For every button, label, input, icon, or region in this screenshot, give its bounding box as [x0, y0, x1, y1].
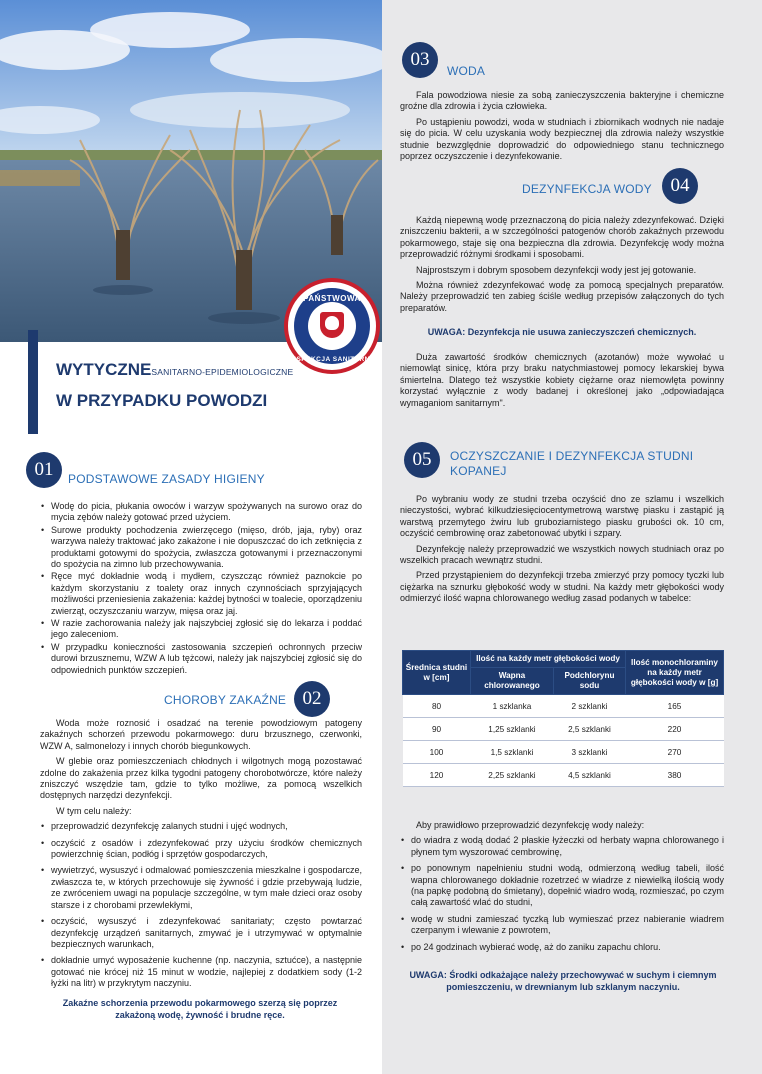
table-header: Ilość monochloraminy na każdy metr głębokości wody w [g]: [626, 651, 724, 695]
table-header: Ilość na każdy metr głębokości wody: [471, 651, 626, 668]
list-item: • Surowe produkty pochodzenia zwierzęcego (mięso, drób, jaja, ryby) oraz warzywa należy traktować jako zakażone i nie dopuszczać do ich zetknięcia z produktami gotowymi do spożycia, zwłaszcza gotowanymi i przeznaczonymi do spożycia na zimno lub przechowywania.: [40, 525, 362, 571]
table-cell: 100: [403, 741, 471, 764]
section-heading-04: DEZYNFEKCJA WODY: [522, 182, 652, 196]
list-item: • W przypadku konieczności zastosowania szczepień ochronnych przeciw durowi brzusznemu, WZW A lub tężcowi, należy jak najszybciej zgłosić się do odpowiednich punktów szczepień.: [40, 642, 362, 676]
list-item: • oczyścić z osadów i zdezynfekować przy użyciu środków chemicznych powierzchnię ścian, podłóg i sprzętów gospodarczych,: [40, 838, 362, 861]
section-body-05b: [400, 820, 724, 958]
paragraph: W tym celu należy:: [56, 805, 132, 816]
table-cell: 1 szklanka: [471, 695, 554, 718]
list-item: • dokładnie umyć wyposażenie kuchenne (np. naczynia, sztućce), a następnie gotować nie krócej niż 15 minut w wodzie, najlepiej z dodatkiem sody (1-2 łyżki na litr) w przykrytym naczyniu.: [40, 955, 362, 989]
title-accent-bar: [28, 330, 38, 434]
section-number-04: 04: [662, 168, 698, 204]
warning-04: UWAGA: Dezynfekcja nie usuwa zanieczyszczeń chemicznych.: [427, 327, 697, 337]
section-number-05: 05: [404, 442, 440, 478]
list-item: • wywietrzyć, wysuszyć i odmalować pomieszczenia mieszkalne i gospodarcze, zwłaszcza te, w których przechowuje się żywność i gdzie przebywają ludzie, ze zwróceniem uwagi na populacje szczególne, w tym małe dzieci oraz osoby starsze i z chorobami przewlekłymi,: [40, 865, 362, 911]
sanitary-inspection-logo: [284, 278, 380, 374]
table-header: Średnica studni w [cm]: [403, 651, 471, 695]
section-heading-05: OCZYSZCZANIE I DEZYNFEKCJA STUDNI KOPANEJ: [450, 449, 694, 478]
table-cell: 220: [626, 718, 724, 741]
page-title-line1: WYTYCZNESANITARNO-EPIDEMIOLOGICZNE: [56, 360, 294, 379]
chlorine-dosage-table: [402, 650, 724, 787]
table-row: [403, 764, 724, 787]
table-header: Podchlorynu sodu: [553, 668, 625, 695]
paragraph: Po wybraniu wody ze studni trzeba oczyścić dno ze szlamu i wszelkich nieczystości, wybrać kilkudziesięciocentymetrową warstwę piasku i zastąpić ją warstwą przemytego żwiru lub gruboziarnistego piasku grubości ok. 10 cm, oczyścić cembrowinę oraz zabetonować ubytki i szpary.: [400, 494, 724, 539]
list-item: • W razie zachorowania należy jak najszybciej zgłosić się do lekarza i poddać jego zaleceniom.: [40, 618, 362, 641]
warning-05: UWAGA: Środki odkażające należy przechowywać w suchym i ciemnym pomieszczeniu, w drewnianym lub szklanym naczyniu.: [409, 970, 717, 992]
paragraph: Dezynfekcję należy przeprowadzić we wszystkich nowych studniach oraz po wszelkich pracach wewnątrz studni.: [400, 543, 724, 566]
list-item: • wodę w studni zamieszać tyczką lub wymieszać przez nabieranie wiadrem czerpanym i wlewanie z powrotem,: [400, 914, 724, 937]
table-cell: 3 szklanki: [553, 741, 625, 764]
list-item: • Wodę do picia, płukania owoców i warzyw spożywanych na surowo oraz do mycia zębów należy gotować przed użyciem.: [40, 501, 362, 524]
table-row: [403, 718, 724, 741]
paragraph: Przed przystąpieniem do dezynfekcji trzeba zmierzyć przy pomocy tyczki lub ciężarka na sznurku głębokość wody w studni. Na każdy metr głębokości wody odmierzyć ilość wapna chlorowanego według zasad podanych w tabelce:: [400, 570, 724, 604]
table-cell: 380: [626, 764, 724, 787]
paragraph: Duża zawartość środków chemicznych (azotanów) może wywołać u niemowląt sinicę, która przy braku natychmiastowej pomocy lekarskiej bywa śmiertelna. Dlatego też wszystkie kobiety ciężarne oraz niemowlęta powinny korzystać wyłącznie z wody badanej i określonej jako „odpowiadająca wymaganiom sanitarnym".: [400, 352, 724, 408]
table-cell: 1,25 szklanki: [471, 718, 554, 741]
list-item: • po 24 godzinach wybierać wodę, aż do zaniku zapachu chloru.: [400, 942, 724, 953]
paragraph: Fala powodziowa niesie za sobą zanieczyszczenia bakteryjne i chemiczne groźne dla zdrowia i życia człowieka.: [400, 90, 724, 112]
paragraph: Woda może roznosić i osadzać na terenie powodziowym patogeny zakaźnych schorzeń przewodu pokarmowego: duru brzusznego, czerwonki, WZW A, salmonelozy i innych chorób biegunkowych.: [40, 718, 362, 751]
section-body-02: [40, 718, 362, 995]
section-body-03: [400, 90, 724, 166]
table-cell: 2 szklanki: [553, 695, 625, 718]
paragraph: Aby prawidłowo przeprowadzić dezynfekcję wody należy:: [416, 820, 645, 830]
section-heading-03: WODA: [447, 64, 486, 78]
section-body-05: [400, 494, 724, 609]
list-item: • po ponownym napełnieniu studni wodą, odmierzoną według tabeli, ilość wapna chlorowanego dokładnie rozetrzeć w wiadrze z niewielką ilością wody (na papkę podobną do śmietany), dopełnić wiadro wodą, rozmieszać, po czym całą zawartość wlać do studni,: [400, 863, 724, 909]
table-cell: 2,5 szklanki: [553, 718, 625, 741]
list-item: • przeprowadzić dezynfekcję zalanych studni i ujęć wodnych,: [40, 821, 362, 832]
table-cell: 1,5 szklanki: [471, 741, 554, 764]
section-body-04: [400, 215, 724, 318]
table-cell: 165: [626, 695, 724, 718]
paragraph: W glebie oraz pomieszczeniach chłodnych i wilgotnych mogą pozostawać zdolne do zakażenia przez kilka tygodni patogeny chorobotwórcze, które należy zniszczyć wszędzie tam, gdzie to tylko możliwe, za pomocą wszelkich dostępnych narzędzi dezynfekcji.: [40, 756, 362, 801]
paragraph: Najprostszym i dobrym sposobem dezynfekcji wody jest jej gotowanie.: [416, 264, 697, 275]
section-number-03: 03: [402, 42, 438, 78]
list-item: • do wiadra z wodą dodać 2 płaskie łyżeczki od herbaty wapna chlorowanego i płynem tym wyszorować cembrowinę,: [400, 835, 724, 858]
table-cell: 4,5 szklanki: [553, 764, 625, 787]
section-number-02: 02: [294, 681, 330, 717]
table-cell: 270: [626, 741, 724, 764]
section-heading-02: CHOROBY ZAKAŹNE: [164, 693, 287, 707]
table-cell: 90: [403, 718, 471, 741]
eagle-icon: [325, 316, 339, 330]
table-row: [403, 695, 724, 718]
paragraph: Po ustąpieniu powodzi, woda w studniach i zbiornikach wodnych nie nadaje się do picia. W celu uzyskania wody bezpiecznej dla zdrowia należy wszystkie studnie bezwzględnie doprowadzić do odpowiedniego stanu technicznego poprzez oczyszczenie i dezynfekowanie.: [400, 116, 724, 162]
list-item: • Ręce myć dokładnie wodą i mydłem, czyszcząc również paznokcie po każdym skorzystaniu z toalety oraz innych czynnościach sprzyjających możliwości przeniesienia zakażenia: każdej bytności w toalecie, oporządzeniu zwierząt, oczyszczaniu warzyw, mięsa oraz jaj.: [40, 571, 362, 617]
page-subtitle: SANITARNO-EPIDEMIOLOGICZNE: [151, 367, 294, 377]
note-02: Zakaźne schorzenia przewodu pokarmowego szerzą się poprzez zakażoną wodę, żywność i brudne ręce.: [62, 998, 338, 1020]
page-title-line2: W PRZYPADKU POWODZI: [56, 391, 268, 410]
paragraph: Można również zdezynfekować wodę za pomocą specjalnych preparatów. Należy przeprowadzić ten zabieg ściśle według przepisów załączonych do tych preparatów.: [400, 280, 724, 313]
section-body-04b: [400, 352, 724, 413]
section-heading-01: PODSTAWOWE ZASADY HIGIENY: [68, 472, 265, 486]
table-cell: 80: [403, 695, 471, 718]
table-header: Wapna chlorowanego: [471, 668, 554, 695]
paragraph: Każdą niepewną wodę przeznaczoną do picia należy zdezynfekować. Dzięki zniszczeniu bakterii, a w szczególności patogenów chorób zakaźnych przewodu pokarmowego, staje się ona bezpieczna dla zdrowia. Dezynfekcję wody można przeprowadzić różnymi środkami i sposobami.: [400, 215, 724, 260]
section-body-01: [40, 501, 362, 677]
logo-text-top: PAŃSTWOWA: [303, 294, 361, 303]
table-cell: 2,25 szklanki: [471, 764, 554, 787]
table-row: [403, 741, 724, 764]
table-cell: 120: [403, 764, 471, 787]
list-item: • oczyścić, wysuszyć i zdezynfekować sanitariaty; często powtarzać dezynfekcję urządzeń sanitarnych, zmywać je i utrzymywać w optymalnie bezpiecznych warunkach,: [40, 916, 362, 950]
section-number-01: 01: [26, 452, 62, 488]
logo-text-bottom: INSPEKCJA SANITARNA: [288, 356, 376, 363]
